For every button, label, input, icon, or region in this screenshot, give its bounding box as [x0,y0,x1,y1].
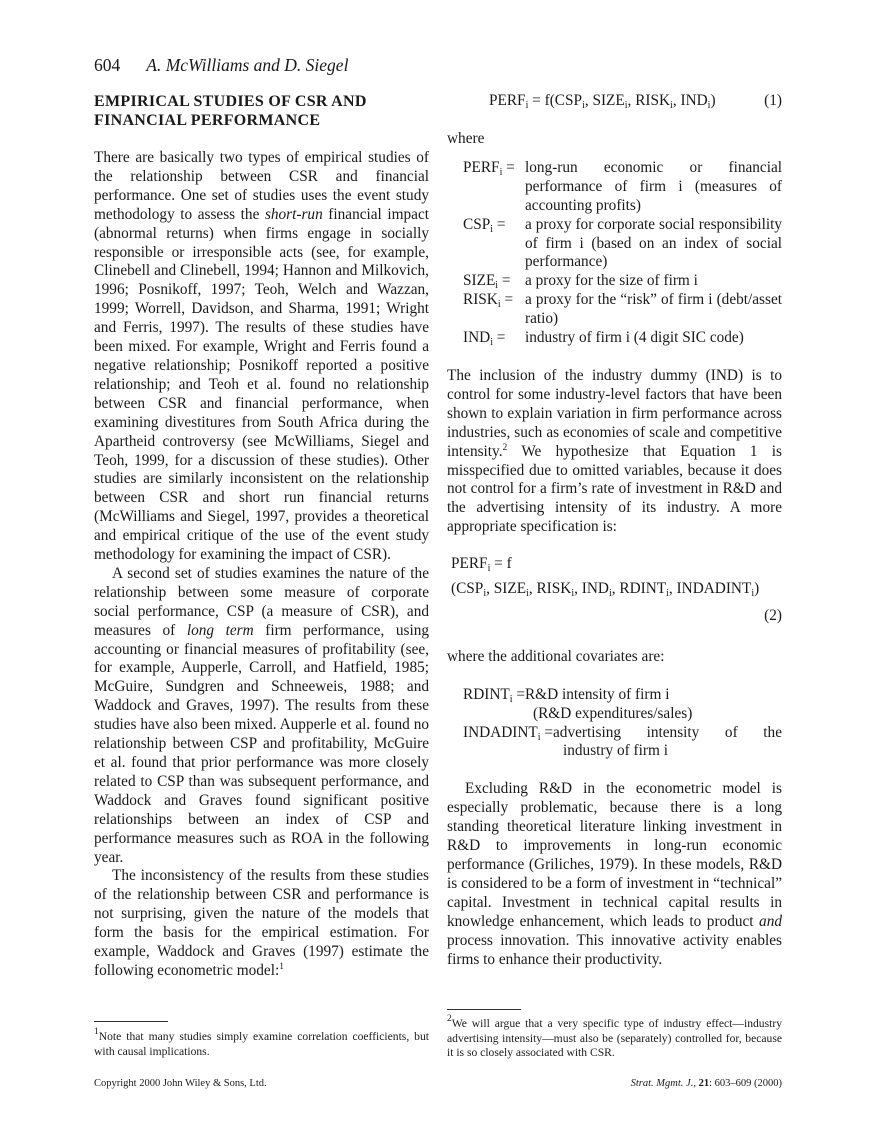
paragraph-industry-dummy: The inclusion of the industry dummy (IND) is to control for some industry-level factors that have been shown to explain variation in firm performance across industries, such as economies of scale and competitive intensity.$^2$ We hypothesize that Equation 1 is misspecified due to omitted variables, because it does not control for a firm’s rate of investment in R&D and the advertising intensity of its industry. A more appropriate specification is: [447,366,782,536]
where-additional-label: where the additional covariates are: [447,647,665,665]
definition-description: long-run economic or financial performance of firm i (measures of accounting profits) [525,158,782,214]
footnote-1: $^1$Note that many studies simply examine correlation coefficients, but with causal implications. [94,1027,429,1058]
footnote-rule-left [94,1021,168,1022]
copyright: Copyright 2000 John Wiley & Sons, Ltd. [94,1078,267,1089]
variable-definitions [463,159,782,348]
definition-description: a proxy for the “risk” of firm i (debt/asset ratio) [525,291,782,328]
definition-csp [463,216,782,273]
definition-description: a proxy for the size of firm i [525,272,698,290]
paragraph-long-term-studies: A second set of studies examines the nature of the relationship between some measure of corporate social performance, CSP (a measure of CSR), and measures of long term firm performance, using accounting or financial measures of profitability (see, for example, Aupperle, Carroll, and Hatfield, 1985; McGuire, Sundgren and Schneeweis, 1988; and Waddock and Graves, 1997). The results from these studies have also been mixed. Aupperle et al. found no relationship between CSP and profitability, McGuire et al. found that prior performance was more closely related to CSP than was subsequent performance, and Waddock and Graves found significant positive relationships between an index of CSP and performance measures such as ROA in the following year. [94,564,429,866]
equation-2-line-1: $PERF_i = f$ [451,555,512,575]
paragraph-inconsistency: The inconsistency of the results from these studies of the relationship between CSR and performance is not surprising, given the nature of the models that form the basis for the empirical estimation. For example, Waddock and Graves (1997) estimate the following econometric model:$^1$ [94,867,429,979]
definition-description: industry of firm i (4 digit SIC code) [525,329,744,347]
definition-rdint-cont: (R&D expenditures/sales) [533,704,693,722]
definition-indadint: $INDADINT_i$ = advertising intensity of the [463,723,782,743]
definition-term: $RISK_i$ = [463,291,514,311]
running-head [94,55,348,76]
journal-citation: Strat. Mgmt. J., 21: 603–609 (2000) [630,1078,782,1089]
definition-term: $PERF_i$ = [463,158,515,178]
definition-description: a proxy for corporate social responsibility of firm i (based on an index of social performance) [525,215,782,271]
definition-risk [463,291,782,329]
definition-term: $CSP_i$ = [463,215,506,235]
equation-2-number: (2) [764,606,782,624]
footnote-rule-right [447,1009,521,1010]
paragraph-event-studies: There are basically two types of empirical studies of the relationship between CSR and financial performance. One set of studies uses the event study methodology to assess the short-run financial impact (abnormal returns) when firms engage in socially responsible or irresponsible acts (see, for example, Clinebell and Clinebell, 1994; Hannon and Milkovich, 1996; Posnikoff, 1997; Teoh, Welch and Wazzan, 1999; Worrell, Davidson, and Sharma, 1991; Wright and Ferris, 1997). The results of these studies have been mixed. For example, Wright and Ferris found a negative relationship; Posnikoff reported a positive relationship; and Teoh et al. found no relationship between CSR and financial performance, when examining divestitures from South Africa during the Apartheid controversy (see McWilliams, Siegel and Teoh, 1999, for a discussion of these studies). Other studies are similarly inconsistent on the relationship between CSR and short run financial returns (McWilliams and Siegel, 1997, provides a theoretical and empirical critique of the use of the event study methodology for examining the impact of CSR). [94,149,429,564]
left-column [94,92,429,981]
equation-2 [451,555,782,626]
definition-rdint: $RDINT_i$ = R&D intensity of firm i [463,685,670,705]
equation-2-line-2: ($CSP_i$, $SIZE_i$, $RISK_i$, $IND_i$, $RDINT_i$, $INDADINT_i$) [451,580,760,600]
equation-1 [447,92,782,111]
definition-term: $IND_i$ = [463,329,506,349]
definition-indadint-cont: industry of firm i [563,742,668,760]
section-title: EMPIRICAL STUDIES OF CSR AND FINANCIAL PERFORMANCE [94,93,367,129]
footnote-2: $^2$We will argue that a very specific type of industry effect—industry advertising intensity—must also be (separately) controlled for, because it is so closely associated with CSR. [447,1014,782,1059]
footnote-ref-2[interactable]: 2 [502,442,508,453]
where-label: where [447,130,485,147]
paragraph-rd-exclusion: Excluding R&D in the econometric model is especially problematic, because there is a long standing theoretical literature linking investment in R&D to improvements in long-run economic performance (Griliches, 1979). In these models, R&D is considered to be a form of investment in “technical” capital. Investment in technical capital results in knowledge enhancement, which leads to product and process innovation. This innovative activity enables firms to enhance their productivity. [447,780,782,968]
additional-definitions [463,686,782,762]
definition-perf [463,159,782,216]
right-column [447,92,782,969]
equation-1-number: (1) [764,92,782,109]
footnote-ref-1[interactable]: 1 [279,961,284,972]
definition-ind [463,329,782,348]
page-number: 604 [94,55,121,75]
definition-term: $SIZE_i$ = [463,272,511,292]
author-line: A. McWilliams and D. Siegel [146,55,349,75]
equation-1-body: $PERF_i = f(CSP_i$, $SIZE_i$, $RISK_i$, $IND_i$) [489,92,716,111]
definition-size [463,272,782,291]
